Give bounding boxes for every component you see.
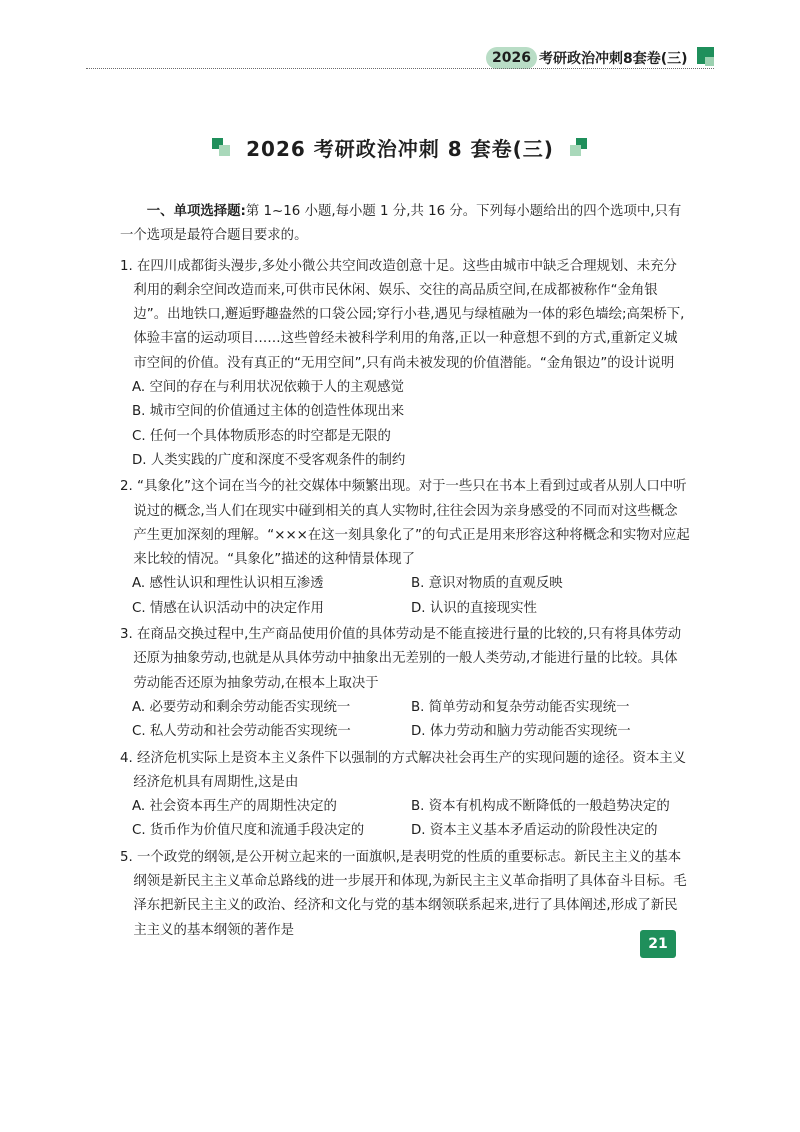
question-stem: 1. 在四川成都街头漫步,多处小微公共空间改造创意十足。这些由城市中缺乏合理规划、未充分利用的剩余空间改造而来,可供市民休闲、娱乐、交往的高品质空间,在成都被称作“金角银边”。出地铁口,邂逅野趣盎然的口袋公园;穿行小巷,遇见与绿植融为一体的彩色墙绘;高架桥下,体验丰富的运动项目……这些曾经未被科学利用的角落,正以一种意想不到的方式,重新定义城市空间的价值。没有真正的“无用空间”,只有尚未被发现的价值潜能。“金角银边”的设计说明 <box>120 258 685 371</box>
option-d: D. 资本主义基本矛盾运动的阶段性决定的 <box>411 823 658 839</box>
option-a: A. 社会资本再生产的周期性决定的 <box>132 799 337 815</box>
option-list <box>120 376 690 473</box>
option-list <box>120 696 690 745</box>
option-b: B. 城市空间的价值通过主体的创造性体现出来 <box>132 404 405 420</box>
page-number: 21 <box>640 930 676 958</box>
section-intro <box>120 200 690 249</box>
option-c: C. 货币作为价值尺度和流通手段决定的 <box>132 823 365 839</box>
question-stem: 5. 一个政党的纲领,是公开树立起来的一面旗帜,是表明党的性质的重要标志。新民主主义的基本纲领是新民主主义革命总路线的进一步展开和体现,为新民主主义革命指明了具体奋斗目标。毛泽东把新民主主义的政治、经济和文化与党的基本纲领联系起来,进行了具体阐述,形成了新民主主义的基本纲领的著作是 <box>120 849 687 938</box>
option-c: C. 任何一个具体物质形态的时空都是无限的 <box>132 428 391 444</box>
option-a: A. 必要劳动和剩余劳动能否实现统一 <box>132 699 351 715</box>
header-year: 2026 <box>486 47 537 69</box>
page-title-row <box>0 130 800 164</box>
option-c: C. 私人劳动和社会劳动能否实现统一 <box>132 724 351 740</box>
section-instructions: 第 1~16 小题,每小题 1 分,共 16 分。下列每小题给出的四个选项中,只有一个选项是最符合题目要求的。 <box>120 204 682 244</box>
question-stem: 2. “具象化”这个词在当今的社交媒体中频繁出现。对于一些只在书本上看到过或者从别人口中听说过的概念,当人们在现实中碰到相关的真人实物时,往往会因为亲身感受的不同而对这些概念产生更加深刻的理解。“×××在这一刻具象化了”的句式正是用来形容这种将概念和实物对应起来比较的情况。“具象化”描述的这种情景体现了 <box>120 479 690 568</box>
question-stem: 4. 经济危机实际上是资本主义条件下以强制的方式解决社会再生产的实现问题的途径。资本主义经济危机具有周期性,这是由 <box>120 750 687 790</box>
option-d: D. 人类实践的广度和深度不受客观条件的制约 <box>132 452 406 468</box>
question-2 <box>120 475 690 621</box>
question-4 <box>120 747 690 844</box>
option-c: C. 情感在认识活动中的决定作用 <box>132 600 324 616</box>
title-left-decor-icon <box>212 138 230 156</box>
option-d: D. 认识的直接现实性 <box>411 600 537 616</box>
option-a: A. 空间的存在与利用状况依赖于人的主观感觉 <box>132 380 404 396</box>
header-divider <box>86 68 714 69</box>
option-a: A. 感性认识和理性认识相互渗透 <box>132 576 324 592</box>
option-list <box>120 795 690 844</box>
page-title: 2026 考研政治冲刺 8 套卷(三) <box>246 136 554 161</box>
header-title: 考研政治冲刺8套卷(三) <box>538 51 688 67</box>
question-stem: 3. 在商品交换过程中,生产商品使用价值的具体劳动是不能直接进行量的比较的,只有将具体劳动还原为抽象劳动,也就是从具体劳动中抽象出无差别的一般人类劳动,才能进行量的比较。具体劳动能否还原为抽象劳动,在根本上取决于 <box>120 627 682 691</box>
option-b: B. 资本有机构成不断降低的一般趋势决定的 <box>411 799 670 815</box>
option-b: B. 简单劳动和复杂劳动能否实现统一 <box>411 699 630 715</box>
question-3 <box>120 623 690 744</box>
option-d: D. 体力劳动和脑力劳动能否实现统一 <box>411 724 631 740</box>
header-decor-square-icon <box>697 47 714 64</box>
option-b: B. 意识对物质的直观反映 <box>411 576 563 592</box>
section-label: 一、单项选择题: <box>146 204 246 219</box>
question-5 <box>120 846 690 943</box>
option-list <box>120 572 690 621</box>
title-right-decor-icon <box>570 138 588 156</box>
question-1 <box>120 255 690 474</box>
question-body <box>120 200 690 945</box>
